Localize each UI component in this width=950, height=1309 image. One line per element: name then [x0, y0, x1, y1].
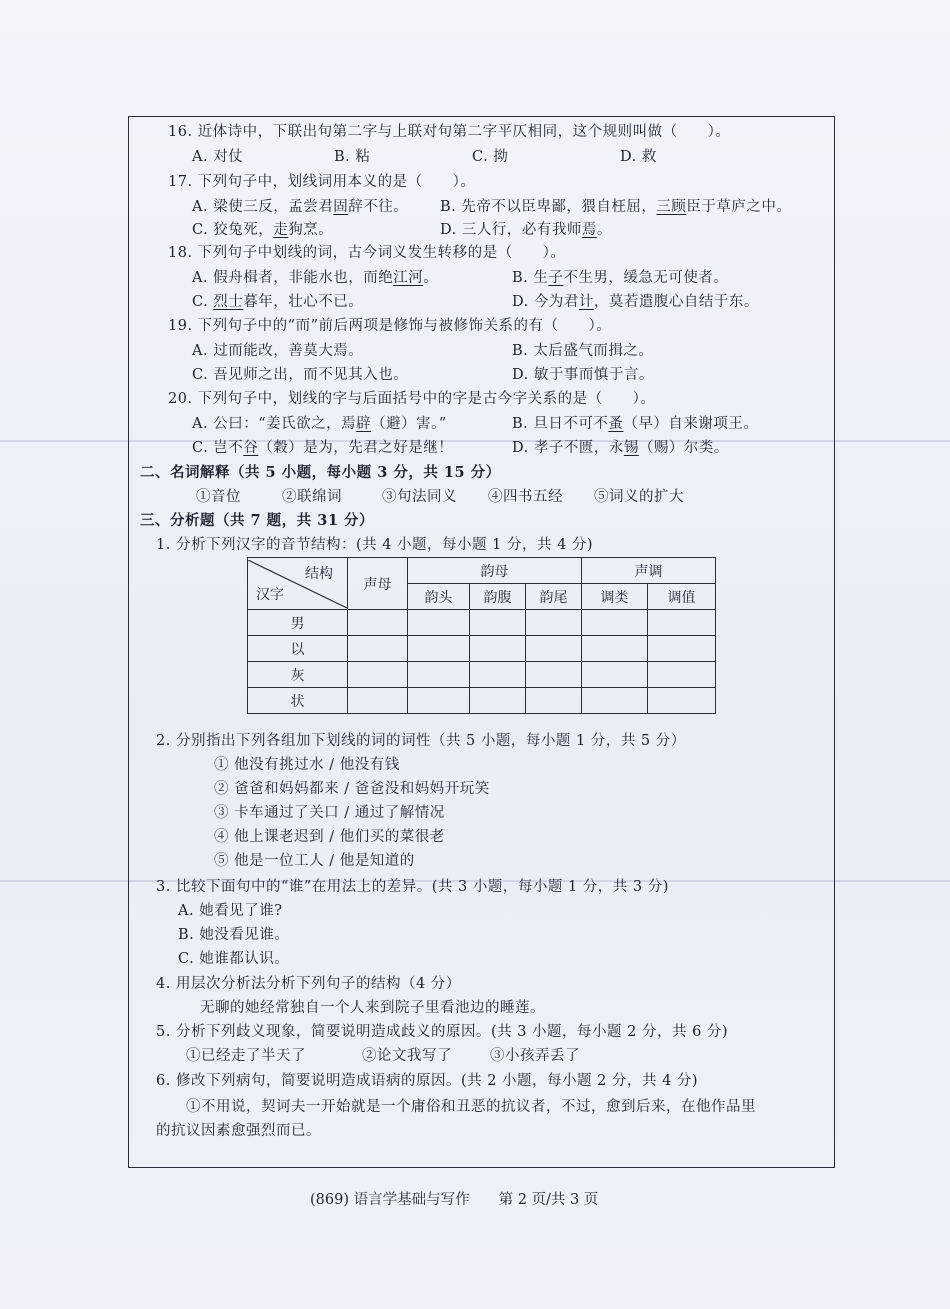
q16-stem: 16. 近体诗中，下联出句第二字与上联对句第二字平仄相同，这个规则叫做（ ）。 — [168, 124, 731, 140]
underlined-word: 谷 — [243, 440, 259, 456]
q18-option-a: A. 假舟楫者，非能水也，而绝江河。 — [192, 270, 439, 286]
header-yuntou: 韵头 — [408, 584, 470, 610]
term-item: ④四书五经 — [488, 489, 563, 505]
q17-option-c: C. 狡兔死，走狗烹。 — [192, 222, 334, 238]
list-item: B. 她没看见谁。 — [178, 927, 290, 943]
underlined-word: 辟 — [356, 416, 372, 432]
term-item: ③句法同义 — [382, 489, 457, 505]
q18-options-row1 — [168, 268, 828, 288]
underlined-word: 固 — [333, 199, 349, 215]
q16-options — [168, 147, 828, 167]
list-item: ③小孩弄丢了 — [490, 1048, 580, 1064]
s3-q5-items — [186, 1046, 686, 1066]
underlined-word: 蚤 — [608, 416, 624, 432]
s3-q6-stem: 6. 修改下列病句，简要说明造成语病的原因。(共 2 小题，每小题 2 分，共 4 分) — [156, 1073, 699, 1089]
table-row — [248, 662, 716, 688]
row-character: 男 — [248, 610, 348, 636]
q16-option-c: C. 拗 — [472, 149, 509, 165]
header-shengmu: 声母 — [348, 558, 408, 610]
q19-option-a: A. 过而能改，善莫大焉。 — [192, 343, 364, 359]
q19-options-row1 — [168, 341, 828, 361]
header-yunmu: 韵母 — [408, 558, 582, 584]
faulty-sentence-line2: 的抗议因素愈强烈而已。 — [156, 1123, 321, 1139]
row-character: 灰 — [248, 662, 348, 688]
list-item: ② 爸爸和妈妈都来 / 爸爸没和妈妈开玩笑 — [214, 781, 490, 797]
header-diaolei: 调类 — [582, 584, 648, 610]
list-item: ⑤ 他是一位工人 / 他是知道的 — [214, 853, 415, 869]
q17-option-a: A. 梁使三反，孟尝君固辞不往。 — [192, 199, 409, 215]
table-row — [248, 610, 716, 636]
underlined-word: 江河 — [393, 270, 424, 286]
s3-q1-stem: 1. 分析下列汉字的音节结构：(共 4 小题，每小题 1 分，共 4 分) — [156, 537, 594, 553]
header-yunwei: 韵尾 — [526, 584, 582, 610]
underlined-word: 计 — [578, 294, 594, 310]
faulty-sentence-line1: ①不用说，契诃夫一开始就是一个庸俗和丑恶的抗议者，不过，愈到后来，在他作品里 — [186, 1099, 756, 1115]
corner-label-structure: 结构 — [305, 565, 333, 582]
q18-option-d: D. 今为君计，莫若遣腹心自结于东。 — [512, 294, 759, 310]
q19-option-d: D. 敏于事而慎于言。 — [512, 367, 654, 383]
q17-options-row1 — [168, 197, 828, 217]
q19-option-c: C. 吾见师之出，而不见其入也。 — [192, 367, 409, 383]
page-footer: (869) 语言学基础与写作 第 2 页/共 3 页 — [310, 1192, 599, 1208]
analysis-sentence: 无聊的她经常独自一个人来到院子里看池边的睡莲。 — [200, 1000, 545, 1016]
underlined-word: 焉 — [581, 222, 597, 238]
list-item: ②论文我写了 — [362, 1048, 452, 1064]
header-shengdiao: 声调 — [582, 558, 716, 584]
header-diaozhi: 调值 — [648, 584, 716, 610]
q19-stem: 19. 下列句子中的“而”前后两项是修饰与被修饰关系的有（ ）。 — [168, 318, 612, 334]
q20-option-d: D. 孝子不匮，永锡（赐）尔类。 — [512, 440, 729, 456]
q20-options-row2 — [168, 438, 828, 458]
list-item: ④ 他上课老迟到 / 他们买的菜很老 — [214, 829, 445, 845]
list-item: ③ 卡车通过了关口 / 通过了解情况 — [214, 805, 445, 821]
s3-q5-stem: 5. 分析下列歧义现象，简要说明造成歧义的原因。(共 3 小题，每小题 2 分，共 6 分) — [156, 1024, 729, 1040]
syllable-structure-table — [247, 557, 716, 714]
underlined-word: 子 — [548, 270, 564, 286]
list-item: ①已经走了半天了 — [186, 1048, 306, 1064]
q20-options-row1 — [168, 414, 828, 434]
table-row — [248, 636, 716, 662]
underlined-word: 走 — [273, 222, 289, 238]
list-item: A. 她看见了谁? — [178, 903, 283, 919]
corner-label-character: 汉字 — [256, 586, 284, 603]
q17-option-d: D. 三人行，必有我师焉。 — [440, 222, 612, 238]
q17-option-b: B. 先帝不以臣卑鄙，猥自枉屈，三顾臣于草庐之中。 — [440, 199, 792, 215]
s3-q4-stem: 4. 用层次分析法分析下列句子的结构（4 分） — [156, 976, 461, 992]
s3-q2-stem: 2. 分别指出下列各组加下划线的词的词性（共 5 小题，每小题 1 分，共 5 分） — [156, 733, 686, 749]
q18-option-c: C. 烈士暮年，壮心不已。 — [192, 294, 364, 310]
section2-title: 二、名词解释（共 5 小题，每小题 3 分，共 15 分） — [140, 464, 501, 481]
q19-options-row2 — [168, 365, 828, 385]
underlined-word: 三顾 — [656, 199, 687, 215]
term-item: ②联绵词 — [282, 489, 342, 505]
q16-option-b: B. 粘 — [334, 149, 371, 165]
term-item: ⑤词义的扩大 — [594, 489, 684, 505]
q20-stem: 20. 下列句子中，划线的字与后面括号中的字是古今字关系的是（ ）。 — [168, 391, 656, 407]
underlined-word: 锡 — [623, 440, 639, 456]
q17-options-row2 — [168, 220, 828, 240]
section2-terms — [196, 487, 796, 507]
underlined-word: 烈士 — [213, 294, 244, 310]
header-yunfu: 韵腹 — [470, 584, 526, 610]
list-item: C. 她谁都认识。 — [178, 951, 290, 967]
q20-option-a: A. 公曰：“姜氏欲之，焉辟（避）害。” — [192, 416, 447, 432]
q17-stem: 17. 下列句子中，划线词用本义的是（ ）。 — [168, 174, 476, 190]
q18-stem: 18. 下列句子中划线的词，古今词义发生转移的是（ ）。 — [168, 245, 566, 261]
q20-option-b: B. 旦日不可不蚤（早）自来谢项王。 — [512, 416, 759, 432]
table-corner-cell — [248, 558, 348, 610]
q16-option-d: D. 救 — [620, 149, 657, 165]
row-character: 以 — [248, 636, 348, 662]
s3-q3-stem: 3. 比较下面句中的“谁”在用法上的差异。(共 3 小题，每小题 1 分，共 3 分) — [156, 879, 669, 895]
list-item: ① 他没有挑过水 / 他没有钱 — [214, 757, 400, 773]
table-row — [248, 688, 716, 714]
row-character: 状 — [248, 688, 348, 714]
section3-title: 三、分析题（共 7 题，共 31 分） — [140, 512, 374, 529]
term-item: ①音位 — [196, 489, 241, 505]
q18-options-row2 — [168, 292, 828, 312]
q18-option-b: B. 生子不生男，缓急无可使者。 — [512, 270, 729, 286]
q19-option-b: B. 太后盛气而揖之。 — [512, 343, 654, 359]
q20-option-c: C. 岂不谷（穀）是为，先君之好是继！ — [192, 440, 454, 456]
q16-option-a: A. 对仗 — [192, 149, 244, 165]
